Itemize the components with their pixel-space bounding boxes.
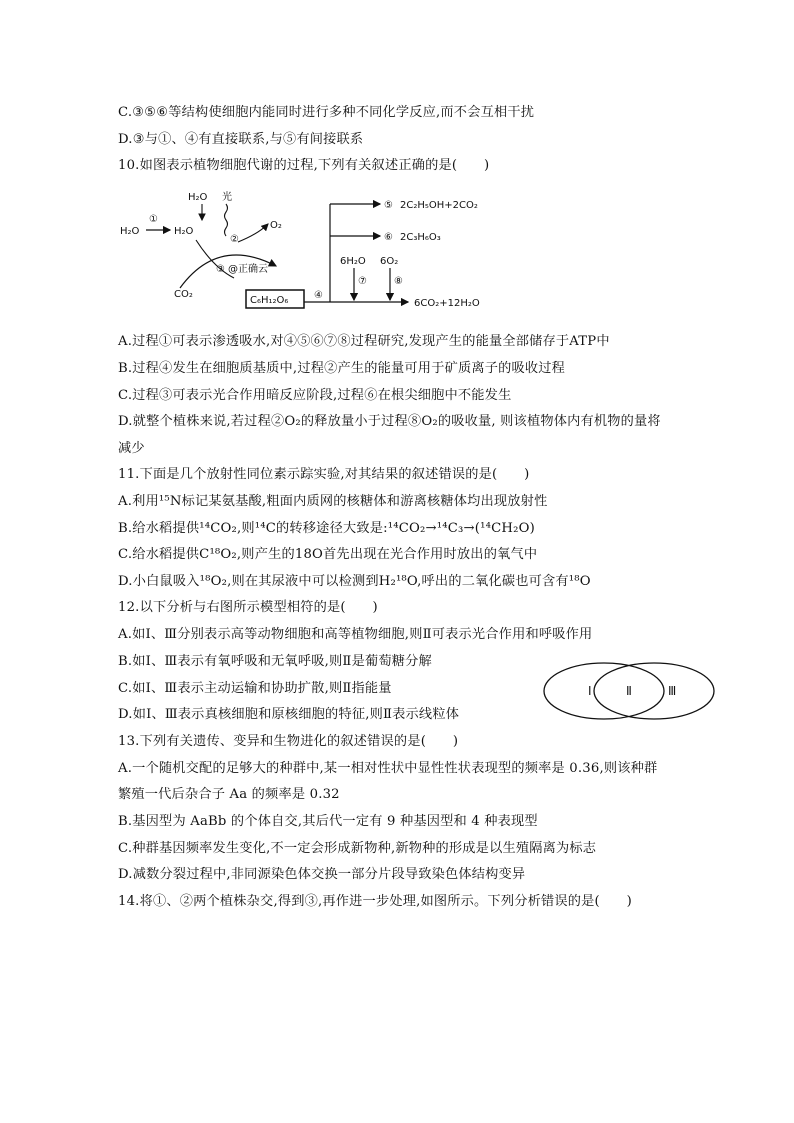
product5-label: 2C₂H₅OH+2CO₂	[400, 200, 478, 211]
step1-marker: ①	[149, 214, 158, 225]
watermark-text: @正确云	[228, 264, 268, 275]
q11-option-d: D.小白鼠吸入¹⁸O₂,则在其尿液中可以检测到H₂¹⁸O,呼出的二氧化碳也可含有¹⁸O	[118, 574, 591, 589]
q11-option-b: B.给水稻提供¹⁴CO₂,则¹⁴C的转移途径大致是:¹⁴CO₂→¹⁴C₃→(¹⁴CH₂O)	[118, 521, 535, 536]
arrow-o2	[238, 224, 268, 242]
q13-stem: 13.下列有关遗传、变异和生物进化的叙述错误的是( )	[118, 734, 459, 749]
step4-marker: ④	[314, 290, 323, 301]
q13-option-d: D.减数分裂过程中,非同源染色体交换一部分片段导致染色体结构变异	[118, 867, 526, 882]
q10-option-b: B.过程④发生在细胞质基质中,过程②产生的能量可用于矿质离子的吸收过程	[118, 361, 566, 376]
step3-marker: ③	[216, 264, 225, 275]
venn-label-iii: Ⅲ	[668, 684, 677, 698]
q13-option-c: C.种群基因频率发生变化,不一定会形成新物种,新物种的形成是以生殖隔离为标志	[118, 841, 597, 856]
q10-option-a: A.过程①可表示渗透吸水,对④⑤⑥⑦⑧过程研究,发现产生的能量全部储存于ATP中	[118, 334, 610, 349]
product6-label: 2C₃H₆O₃	[400, 232, 441, 243]
h2o-top-label: H₂O	[188, 192, 208, 203]
q12-stem: 12.以下分析与右图所示模型相符的是( )	[118, 600, 378, 615]
q11-option-c: C.给水稻提供C¹⁸O₂,则产生的18O首先出现在光合作用时放出的氧气中	[118, 547, 538, 562]
q12-option-d: D.如Ⅰ、Ⅲ表示真核细胞和原核细胞的特征,则Ⅱ表示线粒体	[118, 707, 460, 722]
venn-diagram	[540, 660, 720, 722]
h2o-left-label: H₂O	[120, 226, 140, 237]
q14-stem: 14.将①、②两个植株杂交,得到③,再作进一步处理,如图所示。下列分析错误的是( )	[118, 894, 632, 909]
venn-right-ellipse	[594, 663, 714, 719]
venn-label-i: Ⅰ	[588, 684, 592, 698]
glucose-label: C₆H₁₂O₆	[250, 295, 289, 306]
q9-option-d: D.③与①、④有直接联系,与⑤有间接联系	[118, 132, 364, 147]
step6-marker: ⑥	[384, 232, 393, 243]
co2-label: CO₂	[174, 289, 193, 300]
venn-left-ellipse	[544, 663, 664, 719]
q10-stem: 10.如图表示植物细胞代谢的过程,下列有关叙述正确的是( )	[118, 158, 490, 173]
h2o-mid-label: H₂O	[174, 226, 194, 237]
light-wavy-arrow	[225, 204, 228, 236]
step8-marker: ⑧	[394, 276, 403, 287]
q10-option-d-line2: 减少	[118, 441, 145, 456]
q11-stem: 11.下面是几个放射性同位素示踪实验,对其结果的叙述错误的是( )	[118, 467, 530, 482]
q12-option-b: B.如Ⅰ、Ⅲ表示有氧呼吸和无氧呼吸,则Ⅱ是葡萄糖分解	[118, 654, 432, 669]
step7-marker: ⑦	[358, 276, 367, 287]
q10-option-d-line1: D.就整个植株来说,若过程②O₂的释放量小于过程⑧O₂的吸收量, 则该植物体内有机物的量将	[118, 414, 661, 429]
q11-option-a: A.利用¹⁵N标记某氨基酸,粗面内质网的核糖体和游离核糖体均出现放射性	[118, 494, 548, 509]
q13-option-a-line1: A.一个随机交配的足够大的种群中,某一相对性状中显性性状表现型的频率是 0.36,则该种群	[118, 761, 658, 776]
q12-option-c: C.如Ⅰ、Ⅲ表示主动运输和协助扩散,则Ⅱ指能量	[118, 681, 392, 696]
q9-option-c: C.③⑤⑥等结构使细胞内能同时进行多种不同化学反应,而不会互相干扰	[118, 105, 535, 120]
metabolism-diagram	[118, 184, 518, 318]
venn-label-ii: Ⅱ	[626, 684, 632, 698]
q13-option-a-line2: 繁殖一代后杂合子 Aa 的频率是 0.32	[118, 787, 340, 802]
water6-label: 6H₂O	[340, 256, 366, 267]
q13-option-b: B.基因型为 AaBb 的个体自交,其后代一定有 9 种基因型和 4 种表现型	[118, 814, 538, 829]
step5-marker: ⑤	[384, 200, 393, 211]
q10-option-c: C.过程③可表示光合作用暗反应阶段,过程⑥在根尖细胞中不能发生	[118, 388, 512, 403]
step2-marker: ②	[230, 234, 239, 245]
q12-option-a: A.如Ⅰ、Ⅲ分别表示高等动物细胞和高等植物细胞,则Ⅱ可表示光合作用和呼吸作用	[118, 627, 593, 642]
light-label: 光	[222, 192, 232, 203]
product-final-label: 6CO₂+12H₂O	[414, 298, 480, 309]
o2-label: O₂	[270, 220, 282, 231]
oxygen6-label: 6O₂	[380, 256, 399, 267]
